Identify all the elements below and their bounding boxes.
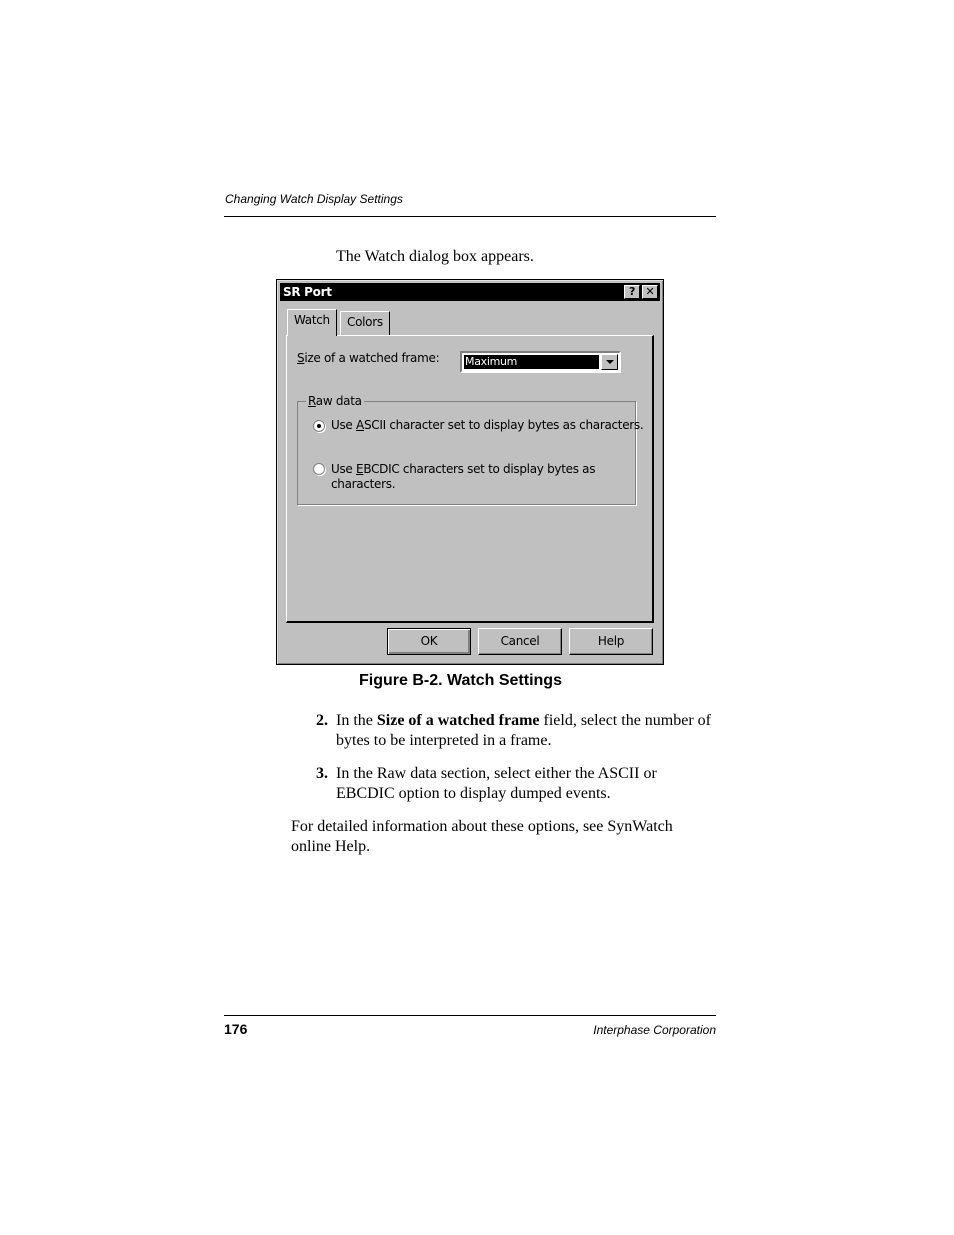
- closing-paragraph: For detailed information about these options, see SynWatch online Help.: [291, 818, 673, 855]
- dialog-titlebar: [280, 283, 660, 301]
- tab-colors[interactable]: Colors: [340, 311, 390, 335]
- help-icon[interactable]: ?: [624, 285, 640, 299]
- intro-text: The Watch dialog box appears.: [336, 248, 534, 265]
- footer-company: Interphase Corporation: [593, 1023, 716, 1037]
- running-head: Changing Watch Display Settings: [225, 192, 403, 206]
- frame-size-select[interactable]: [460, 351, 621, 373]
- sr-port-dialog: [276, 279, 664, 665]
- ok-button[interactable]: OK: [387, 628, 471, 655]
- header-rule: [224, 216, 716, 217]
- step-3: [316, 764, 716, 804]
- step-number: 3.: [316, 765, 328, 782]
- step-text: In the Size of a watched frame field, select the number of bytes to be interpreted in a frame.: [336, 712, 711, 749]
- footer-rule: [224, 1015, 716, 1016]
- close-icon[interactable]: ✕: [642, 285, 658, 299]
- raw-data-label: Raw data: [308, 394, 362, 408]
- frame-size-label: Size of a watched frame:: [297, 351, 440, 365]
- ebcdic-radio[interactable]: [313, 463, 325, 475]
- ascii-option-label[interactable]: Use ASCII character set to display bytes as characters.: [331, 418, 644, 432]
- dialog-title: SR Port: [283, 285, 332, 299]
- cancel-button[interactable]: Cancel: [478, 628, 562, 655]
- figure-caption: Figure B-2. Watch Settings: [359, 672, 562, 689]
- frame-size-value: Maximum: [464, 355, 599, 369]
- chevron-down-icon[interactable]: [601, 354, 618, 370]
- step-2: [316, 711, 716, 751]
- page-number: 176: [224, 1021, 248, 1037]
- help-button[interactable]: Help: [569, 628, 653, 655]
- ebcdic-option-label[interactable]: Use EBCDIC characters set to display bytes as characters.: [331, 462, 596, 491]
- step-number: 2.: [316, 712, 328, 729]
- tab-watch[interactable]: Watch: [287, 309, 337, 336]
- step-text: In the Raw data section, select either the ASCII or EBCDIC option to display dumped events.: [336, 765, 657, 802]
- ascii-radio[interactable]: [313, 420, 325, 432]
